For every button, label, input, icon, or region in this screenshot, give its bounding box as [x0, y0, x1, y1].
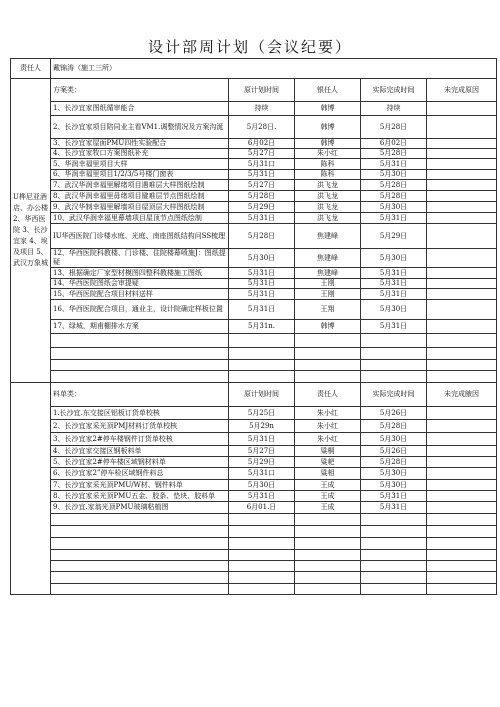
owner-cell	[295, 334, 361, 348]
table-row	[11, 300, 497, 320]
owner-cell	[295, 561, 361, 572]
reason-cell	[427, 191, 497, 202]
plan-time-cell: 5月27日	[229, 446, 295, 457]
plan-time-cell: 5月31日	[229, 491, 295, 502]
task-cell: 3、长沙宜家屋面PMU四性实验配合	[51, 139, 229, 149]
owner-cell: 朱小红	[295, 420, 361, 433]
actual-time-cell: 5月28日	[361, 420, 427, 433]
plan-time-cell	[229, 538, 295, 550]
task-cell: 8、长沙宜家采光顶PMU五金、胶条、垫块、胶料单	[51, 491, 229, 502]
plan-time-cell	[229, 550, 295, 561]
reason-cell	[427, 407, 497, 420]
plan-time-cell: 5月28日	[229, 224, 295, 249]
table-row	[11, 538, 497, 550]
owner-cell: 韩博	[295, 139, 361, 149]
owner-header: 责任人	[295, 383, 361, 407]
section2-header-row	[11, 383, 497, 407]
task-cell: 13、根据确定厂家型材模图四整科教楼施工图纸	[51, 268, 229, 279]
task-cell	[51, 584, 229, 595]
plan-time-cell: 5月31日	[229, 300, 295, 320]
owner-value: 戴锦涛（施工三所）	[51, 59, 497, 79]
plan-time-cell: 5月31日	[229, 279, 295, 289]
plan-time-header: 原计划时间	[229, 79, 295, 102]
actual-time-cell: 5月31日	[361, 289, 427, 300]
task-cell: 5、华润幸福里项目大样	[51, 159, 229, 170]
reason-cell	[427, 268, 497, 279]
owner-cell: 焦建峰	[295, 224, 361, 249]
reason-cell	[427, 116, 497, 139]
plan-time-cell	[229, 334, 295, 348]
owner-cell: 粱桐	[295, 446, 361, 457]
reason-cell	[427, 334, 497, 348]
owner-label: 责任人	[11, 59, 51, 79]
task-cell: 12、华西医院科教楼、门诊楼、住院楼幕喷施J：图纸提疑	[51, 249, 229, 268]
owner-cell: 王成	[295, 502, 361, 514]
task-cell	[51, 538, 229, 550]
task-cell: 14、华西医院图纸会审提疑	[51, 279, 229, 289]
task-cell	[51, 360, 229, 371]
section1-header-row	[11, 79, 497, 102]
table-row	[11, 371, 497, 383]
owner-cell: 韩博	[295, 102, 361, 116]
owner-cell: 陈科	[295, 159, 361, 170]
owner-cell: 朱小红	[295, 407, 361, 420]
table-row	[11, 213, 497, 224]
actual-time-cell: 5月28日	[361, 457, 427, 468]
task-cell: 16、华西医院配合项目，通业主，设计院确定样板位置	[51, 300, 229, 320]
plan-time-cell: 5月31日	[229, 433, 295, 446]
actual-time-cell: 5月31日	[361, 268, 427, 279]
task-cell: 2、长沙宜家项目陪同业主看VM1.调整情况及方案沟涎	[51, 116, 229, 139]
task-cell: 15、华西医院配合项目材料送样	[51, 289, 229, 300]
plan-time-cell: 5月28日.	[229, 116, 295, 139]
actual-time-cell: 5月30日	[361, 202, 427, 213]
actual-time-cell: 5月30日	[361, 468, 427, 480]
actual-time-cell	[361, 348, 427, 360]
table-row	[11, 159, 497, 170]
owner-cell	[295, 526, 361, 538]
actual-time-cell	[361, 584, 427, 595]
task-cell: 5、长沙宜家2#停车楼区域钢材料单	[51, 457, 229, 468]
actual-time-cell: 6月02日	[361, 139, 427, 149]
actual-time-cell: 5月26日	[361, 446, 427, 457]
table-row	[11, 360, 497, 371]
actual-time-cell: 5月30日	[361, 300, 427, 320]
reason-cell	[427, 584, 497, 595]
owner-row	[11, 59, 497, 79]
actual-time-cell: 5月31日	[361, 279, 427, 289]
table-row	[11, 561, 497, 572]
plan-time-cell	[229, 561, 295, 572]
reason-cell	[427, 149, 497, 159]
plan-time-cell	[229, 526, 295, 538]
actual-time-cell: 5月31日	[361, 491, 427, 502]
reason-cell	[427, 360, 497, 371]
owner-cell	[295, 550, 361, 561]
reason-cell	[427, 300, 497, 320]
owner-cell: 粱耙	[295, 457, 361, 468]
owner-cell: 洪飞龙	[295, 202, 361, 213]
task-cell	[51, 514, 229, 526]
reason-cell	[427, 502, 497, 514]
actual-time-cell: 5月31日	[361, 213, 427, 224]
task-cell: 1、长沙宜家图纸循审能合	[51, 102, 229, 116]
task-cell: 3、长沙宜家2#停车楼钢件订货单校核	[51, 433, 229, 446]
table-row	[11, 572, 497, 584]
owner-cell: 王成	[295, 491, 361, 502]
table-row	[11, 320, 497, 334]
reason-cell	[427, 213, 497, 224]
plan-time-cell: 5月25日	[229, 407, 295, 420]
plan-time-cell: 5月31日	[229, 289, 295, 300]
table-row	[11, 149, 497, 159]
table-row	[11, 407, 497, 420]
table-row	[11, 334, 497, 348]
owner-cell: 洪飞龙	[295, 180, 361, 191]
reason-cell	[427, 371, 497, 383]
table-row	[11, 502, 497, 514]
task-cell: 1.长沙宜.东交接区铝板订货单校核	[51, 407, 229, 420]
actual-time-cell: 5月28日	[361, 116, 427, 139]
owner-cell	[295, 572, 361, 584]
reason-cell	[427, 279, 497, 289]
reason-cell	[427, 572, 497, 584]
owner-cell: 粱相	[295, 468, 361, 480]
plan-time-cell: 5月31日	[229, 213, 295, 224]
task-cell: 10、武汉华润幸福里幕墙项目屋顶节点图纸绘制	[51, 213, 229, 224]
reason-cell	[427, 468, 497, 480]
actual-time-cell: 5月29日	[361, 224, 427, 249]
table-row	[11, 191, 497, 202]
owner-cell: 洪飞龙	[295, 213, 361, 224]
reason-header: 未完成原因	[427, 79, 497, 102]
table-row	[11, 139, 497, 149]
actual-time-cell: 5月28日	[361, 180, 427, 191]
task-cell: IU华西医院门诊楼水庭、光庭、南座图纸结构问SS梳理	[51, 224, 229, 249]
table-row	[11, 279, 497, 289]
owner-cell: 陈科	[295, 170, 361, 180]
actual-time-cell: 5月30日	[361, 170, 427, 180]
table-row	[11, 268, 497, 279]
reason-cell	[427, 526, 497, 538]
task-cell	[51, 334, 229, 348]
plan-time-cell: 5月30日	[229, 249, 295, 268]
reason-cell	[427, 433, 497, 446]
plan-time-cell: 5月31日	[229, 170, 295, 180]
actual-time-cell: 5月31日	[361, 502, 427, 514]
owner-cell	[295, 514, 361, 526]
plan-time-cell	[229, 360, 295, 371]
plan-time-cell	[229, 584, 295, 595]
owner-cell: 朱小红	[295, 149, 361, 159]
actual-time-cell: 持续	[361, 102, 427, 116]
table-row	[11, 514, 497, 526]
task-cell: 9、长沙宜.家翁光顶PMU玻璃粘植图	[51, 502, 229, 514]
actual-time-cell	[361, 360, 427, 371]
actual-time-cell: 5月28日	[361, 191, 427, 202]
plan-time-cell: 5月31口	[229, 468, 295, 480]
table-row	[11, 446, 497, 457]
reason-cell	[427, 550, 497, 561]
plan-time-cell: 5月30日	[229, 480, 295, 491]
plan-time-cell: 5月31口	[229, 159, 295, 170]
reason-header: 未完成腋因	[427, 383, 497, 407]
task-cell	[51, 572, 229, 584]
task-cell: 6、长沙宜家2”停车检区域钢件料总	[51, 468, 229, 480]
owner-cell: 韩博	[295, 116, 361, 139]
actual-time-header: 实际完成时间	[361, 79, 427, 102]
plan-time-cell: 5月28日	[229, 191, 295, 202]
actual-time-cell	[361, 550, 427, 561]
page-title: 设计部周计划（会议纪要）	[147, 38, 352, 56]
owner-cell	[295, 371, 361, 383]
owner-cell: 王刚	[295, 279, 361, 289]
actual-time-cell	[361, 334, 427, 348]
table-row	[11, 289, 497, 300]
table-row	[11, 433, 497, 446]
table-row	[11, 526, 497, 538]
reason-cell	[427, 491, 497, 502]
plan-time-cell: 5月27日	[229, 180, 295, 191]
reason-cell	[427, 202, 497, 213]
left-blank-cell	[11, 383, 51, 595]
table-row	[11, 180, 497, 191]
actual-time-header: 实际完成时间	[361, 383, 427, 407]
task-cell	[51, 526, 229, 538]
plan-time-cell	[229, 514, 295, 526]
task-cell: 8、武汉华润幸福里毋绪项目避难层节点图纸绘制	[51, 191, 229, 202]
weekly-plan-table	[10, 58, 497, 595]
actual-time-cell: 5月30日	[361, 433, 427, 446]
reason-cell	[427, 514, 497, 526]
owner-cell	[295, 360, 361, 371]
plan-time-cell: 5月29n	[229, 420, 295, 433]
actual-time-cell	[361, 371, 427, 383]
table-row	[11, 584, 497, 595]
table-row	[11, 491, 497, 502]
task-cell: 4、长沙宜家交接区钢板料单	[51, 446, 229, 457]
reason-cell	[427, 139, 497, 149]
table-row	[11, 420, 497, 433]
plan-time-cell: 6月02日	[229, 139, 295, 149]
actual-time-cell	[361, 514, 427, 526]
actual-time-cell: 5月28日	[361, 149, 427, 159]
reason-cell	[427, 538, 497, 550]
plan-time-cell: 5月27日	[229, 149, 295, 159]
table-row	[11, 116, 497, 139]
owner-cell: 洪飞龙	[295, 191, 361, 202]
task-cell: 9、武汉华制幸福里解墙项目屋顶层大样图纸绘制	[51, 202, 229, 213]
task-cell: 6、华润幸福里项目1/2/3/5号楼门窗表	[51, 170, 229, 180]
actual-time-cell	[361, 526, 427, 538]
plan-time-cell: 6月01.日	[229, 502, 295, 514]
owner-cell: 焦建峰	[295, 268, 361, 279]
reason-cell	[427, 249, 497, 268]
reason-cell	[427, 224, 497, 249]
table-row	[11, 348, 497, 360]
table-row	[11, 202, 497, 213]
task-cell: 2、长沙宜家采光顶PMJ材料订货单校核	[51, 420, 229, 433]
reason-cell	[427, 348, 497, 360]
owner-cell	[295, 584, 361, 595]
reason-cell	[427, 561, 497, 572]
reason-cell	[427, 420, 497, 433]
actual-time-cell	[361, 561, 427, 572]
owner-cell	[295, 348, 361, 360]
task-cell	[51, 561, 229, 572]
table-row	[11, 249, 497, 268]
owner-cell: 焦建峰	[295, 249, 361, 268]
actual-time-cell: 5月31日	[361, 320, 427, 334]
reason-cell	[427, 457, 497, 468]
plan-time-cell: 5月29日	[229, 202, 295, 213]
actual-time-cell: 5月30日	[361, 249, 427, 268]
table-row	[11, 102, 497, 116]
owner-cell: 韩博	[295, 320, 361, 334]
plan-time-cell: 5月29日	[229, 457, 295, 468]
reason-cell	[427, 102, 497, 116]
task-cell	[51, 550, 229, 561]
owner-cell: 王翔	[295, 300, 361, 320]
plan-time-cell: 5月31n.	[229, 320, 295, 334]
plan-time-cell	[229, 371, 295, 383]
task-cell: 17、绿城，期甫棚排水方案	[51, 320, 229, 334]
task-cell: 7、长沙宜家采光顶PMU/W材、钢件料单	[51, 480, 229, 491]
task-cell: 7、武汉华润幸福里解绪项目遇难层大样图纸绘制	[51, 180, 229, 191]
reason-cell	[427, 480, 497, 491]
reason-cell	[427, 320, 497, 334]
actual-time-cell	[361, 538, 427, 550]
actual-time-cell: 5月30日	[361, 480, 427, 491]
actual-time-cell	[361, 572, 427, 584]
table-row	[11, 468, 497, 480]
owner-cell: 朱小红	[295, 433, 361, 446]
plan-time-cell	[229, 572, 295, 584]
table-row	[11, 457, 497, 468]
actual-time-cell: 5月31日	[361, 159, 427, 170]
owner-cell: 王刚	[295, 289, 361, 300]
task-cell: 4、长沙宜家牧口方案图纸补充	[51, 149, 229, 159]
owner-cell	[295, 538, 361, 550]
category-header: 方案类：	[51, 79, 229, 102]
category-header: 料单类：	[51, 383, 229, 407]
plan-time-cell: 5月31日	[229, 268, 295, 279]
table-row	[11, 480, 497, 491]
plan-time-header: 原计划时间	[229, 383, 295, 407]
responsible-projects-cell: U桦尼亚酒店、办公楼2、华西医院 3、长沙宜家 4、埃及项目 5、武汉万象城	[11, 79, 51, 383]
owner-cell: 王成	[295, 480, 361, 491]
owner-header: 银任人	[295, 79, 361, 102]
reason-cell	[427, 289, 497, 300]
reason-cell	[427, 170, 497, 180]
actual-time-cell: 5月26日	[361, 407, 427, 420]
reason-cell	[427, 446, 497, 457]
reason-cell	[427, 180, 497, 191]
task-cell	[51, 348, 229, 360]
reason-cell	[427, 159, 497, 170]
plan-time-cell	[229, 348, 295, 360]
task-cell	[51, 371, 229, 383]
plan-time-cell: 持续	[229, 102, 295, 116]
table-row	[11, 224, 497, 249]
table-row	[11, 550, 497, 561]
table-row	[11, 170, 497, 180]
